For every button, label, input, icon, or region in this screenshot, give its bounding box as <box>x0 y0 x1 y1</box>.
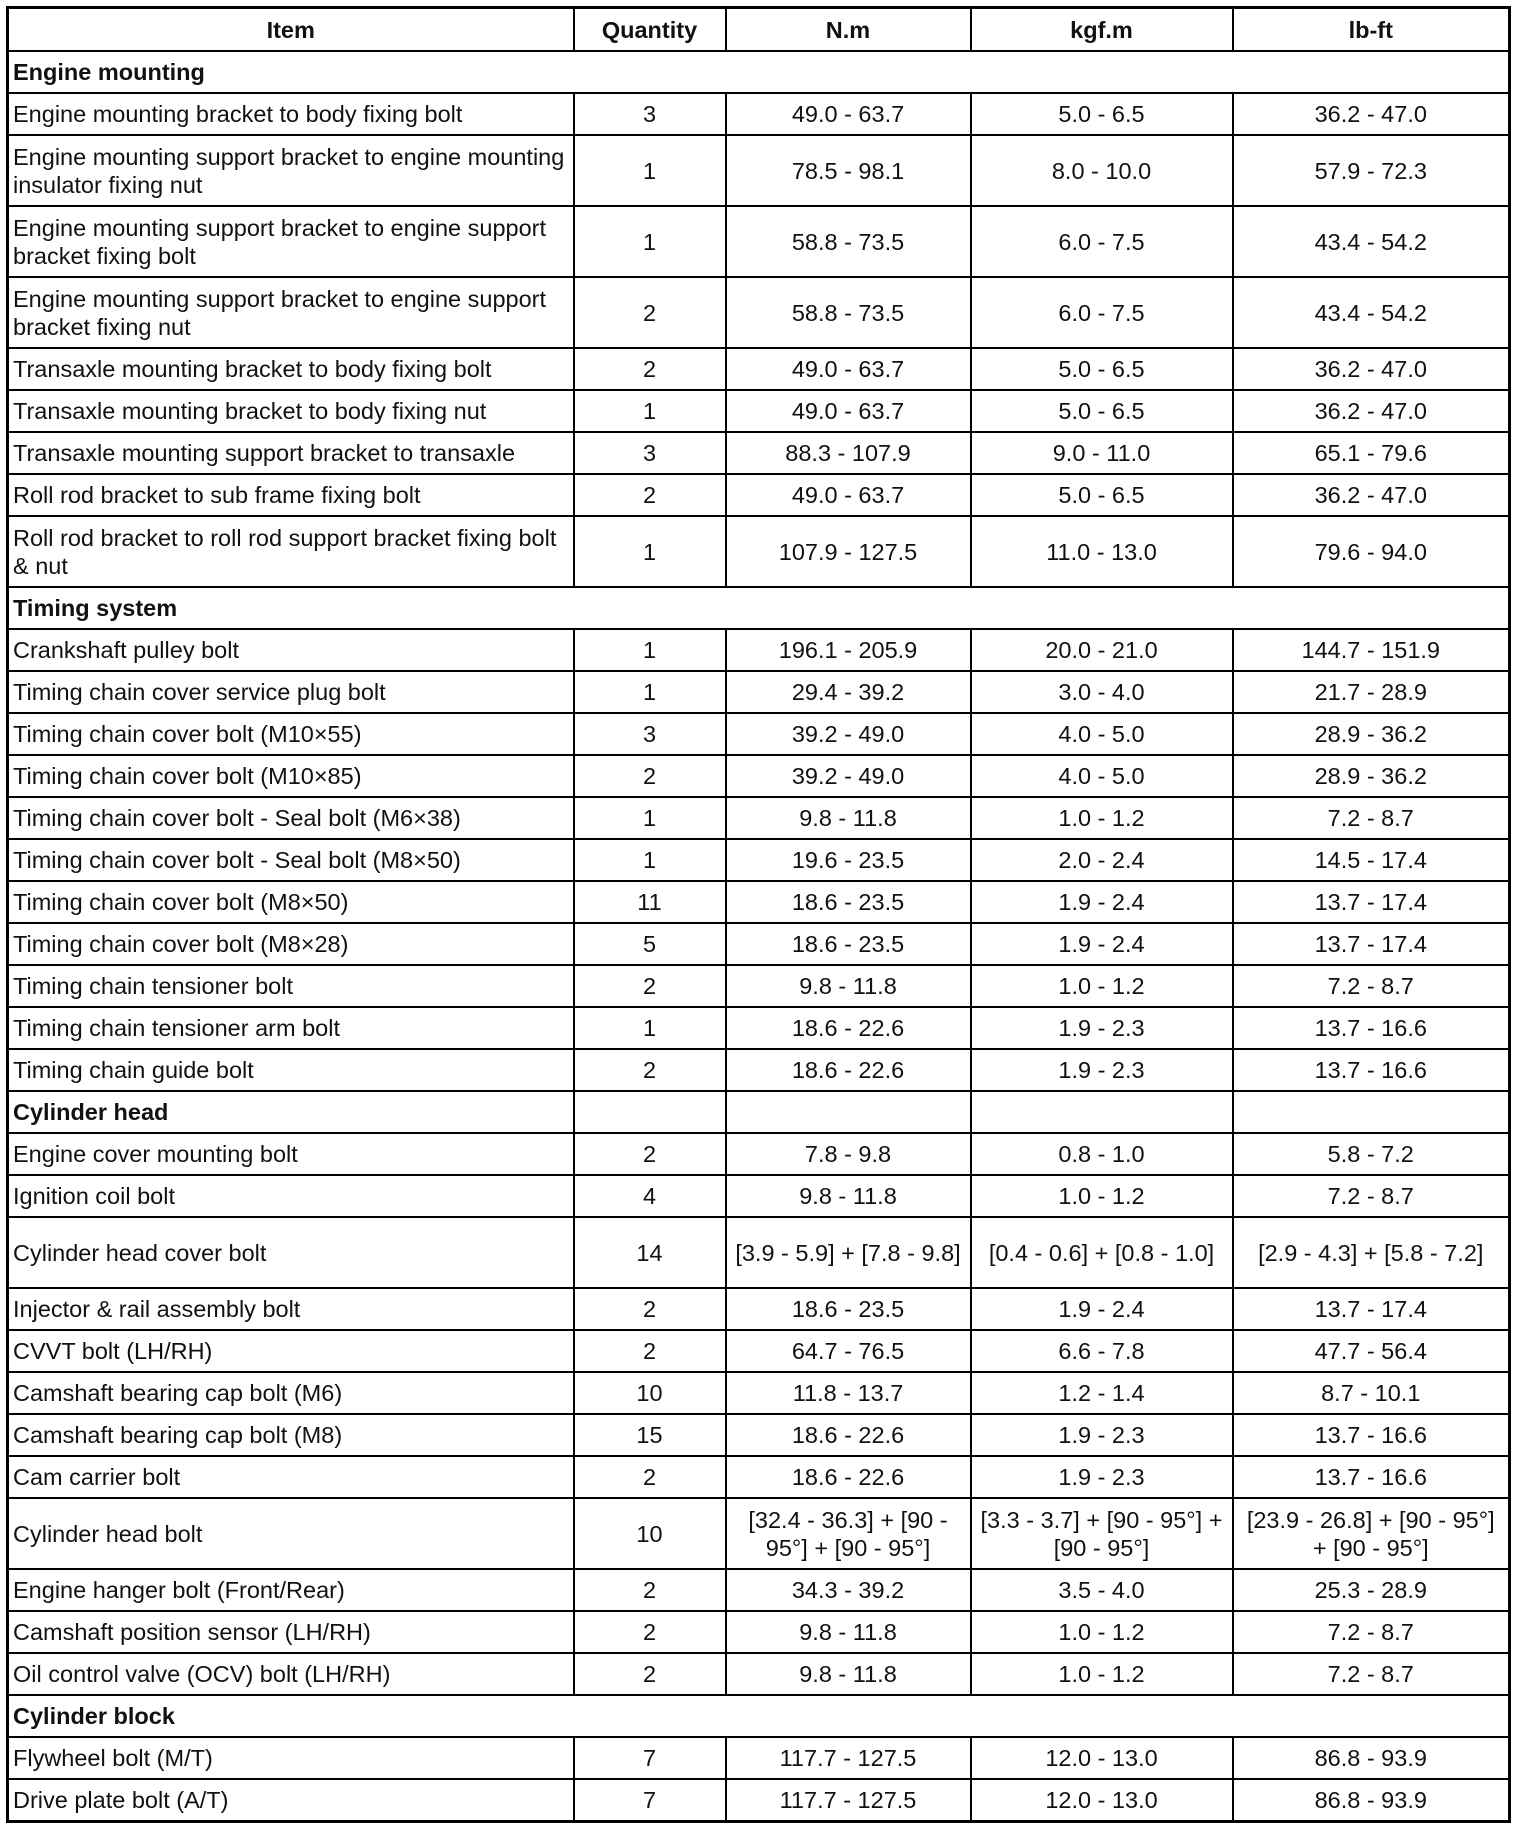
lbft-cell: 13.7 - 17.4 <box>1233 1288 1510 1330</box>
lbft-cell: 13.7 - 16.6 <box>1233 1049 1510 1091</box>
kgfm-cell: 4.0 - 5.0 <box>971 755 1233 797</box>
quantity-cell: 2 <box>574 348 726 390</box>
item-cell: Timing chain guide bolt <box>8 1049 574 1091</box>
lbft-cell: 144.7 - 151.9 <box>1233 629 1510 671</box>
torque-spec-table <box>6 6 1511 1823</box>
lbft-cell: 13.7 - 17.4 <box>1233 923 1510 965</box>
empty-cell <box>971 1091 1233 1133</box>
item-cell: Engine hanger bolt (Front/Rear) <box>8 1569 574 1611</box>
kgfm-cell: 1.9 - 2.3 <box>971 1049 1233 1091</box>
quantity-cell: 7 <box>574 1779 726 1822</box>
lbft-cell: 7.2 - 8.7 <box>1233 965 1510 1007</box>
item-cell: Engine mounting support bracket to engine mounting insulator fixing nut <box>8 135 574 206</box>
table-row <box>8 1330 1510 1372</box>
nm-cell: 9.8 - 11.8 <box>726 1175 971 1217</box>
nm-cell: 39.2 - 49.0 <box>726 755 971 797</box>
nm-cell: 18.6 - 22.6 <box>726 1007 971 1049</box>
kgfm-cell: 0.8 - 1.0 <box>971 1133 1233 1175</box>
kgfm-cell: 1.0 - 1.2 <box>971 797 1233 839</box>
nm-cell: 19.6 - 23.5 <box>726 839 971 881</box>
quantity-cell: 1 <box>574 1007 726 1049</box>
lbft-cell: [2.9 - 4.3] + [5.8 - 7.2] <box>1233 1217 1510 1288</box>
table-row <box>8 713 1510 755</box>
quantity-cell: 2 <box>574 1653 726 1695</box>
section-row <box>8 1091 1510 1133</box>
lbft-cell: 5.8 - 7.2 <box>1233 1133 1510 1175</box>
item-cell: Roll rod bracket to sub frame fixing bolt <box>8 474 574 516</box>
item-cell: Timing chain tensioner bolt <box>8 965 574 1007</box>
quantity-cell: 3 <box>574 432 726 474</box>
table-row <box>8 1737 1510 1779</box>
nm-cell: 11.8 - 13.7 <box>726 1372 971 1414</box>
table-row <box>8 881 1510 923</box>
item-cell: Drive plate bolt (A/T) <box>8 1779 574 1822</box>
nm-cell: 88.3 - 107.9 <box>726 432 971 474</box>
nm-cell: 9.8 - 11.8 <box>726 965 971 1007</box>
section-row <box>8 51 1510 93</box>
kgfm-cell: 11.0 - 13.0 <box>971 516 1233 587</box>
kgfm-cell: 1.9 - 2.4 <box>971 881 1233 923</box>
lbft-cell: [23.9 - 26.8] + [90 - 95°] + [90 - 95°] <box>1233 1498 1510 1569</box>
header-kgfm: kgf.m <box>971 8 1233 52</box>
quantity-cell: 2 <box>574 474 726 516</box>
nm-cell: 18.6 - 22.6 <box>726 1414 971 1456</box>
item-cell: Cylinder head cover bolt <box>8 1217 574 1288</box>
table-row <box>8 93 1510 135</box>
nm-cell: 18.6 - 23.5 <box>726 1288 971 1330</box>
table-row <box>8 1175 1510 1217</box>
lbft-cell: 28.9 - 36.2 <box>1233 713 1510 755</box>
nm-cell: 7.8 - 9.8 <box>726 1133 971 1175</box>
nm-cell: 18.6 - 22.6 <box>726 1049 971 1091</box>
kgfm-cell: [3.3 - 3.7] + [90 - 95°] + [90 - 95°] <box>971 1498 1233 1569</box>
nm-cell: 64.7 - 76.5 <box>726 1330 971 1372</box>
nm-cell: 107.9 - 127.5 <box>726 516 971 587</box>
kgfm-cell: 9.0 - 11.0 <box>971 432 1233 474</box>
table-row <box>8 965 1510 1007</box>
lbft-cell: 13.7 - 16.6 <box>1233 1007 1510 1049</box>
kgfm-cell: 1.2 - 1.4 <box>971 1372 1233 1414</box>
item-cell: Engine mounting support bracket to engine support bracket fixing bolt <box>8 206 574 277</box>
item-cell: Timing chain cover bolt (M8×50) <box>8 881 574 923</box>
quantity-cell: 2 <box>574 1330 726 1372</box>
lbft-cell: 25.3 - 28.9 <box>1233 1569 1510 1611</box>
lbft-cell: 13.7 - 17.4 <box>1233 881 1510 923</box>
lbft-cell: 36.2 - 47.0 <box>1233 348 1510 390</box>
item-cell: Roll rod bracket to roll rod support bracket fixing bolt & nut <box>8 516 574 587</box>
item-cell: Camshaft position sensor (LH/RH) <box>8 1611 574 1653</box>
kgfm-cell: 1.9 - 2.4 <box>971 923 1233 965</box>
kgfm-cell: 8.0 - 10.0 <box>971 135 1233 206</box>
table-row <box>8 206 1510 277</box>
item-cell: Flywheel bolt (M/T) <box>8 1737 574 1779</box>
quantity-cell: 2 <box>574 277 726 348</box>
quantity-cell: 5 <box>574 923 726 965</box>
quantity-cell: 1 <box>574 797 726 839</box>
quantity-cell: 10 <box>574 1372 726 1414</box>
quantity-cell: 2 <box>574 1049 726 1091</box>
nm-cell: 18.6 - 23.5 <box>726 923 971 965</box>
table-row <box>8 277 1510 348</box>
quantity-cell: 10 <box>574 1498 726 1569</box>
quantity-cell: 1 <box>574 839 726 881</box>
quantity-cell: 4 <box>574 1175 726 1217</box>
nm-cell: 196.1 - 205.9 <box>726 629 971 671</box>
table-row <box>8 1049 1510 1091</box>
header-item: Item <box>8 8 574 52</box>
kgfm-cell: 5.0 - 6.5 <box>971 93 1233 135</box>
lbft-cell: 7.2 - 8.7 <box>1233 1611 1510 1653</box>
lbft-cell: 7.2 - 8.7 <box>1233 1653 1510 1695</box>
item-cell: Engine mounting bracket to body fixing bolt <box>8 93 574 135</box>
lbft-cell: 43.4 - 54.2 <box>1233 277 1510 348</box>
quantity-cell: 2 <box>574 755 726 797</box>
table-row <box>8 1217 1510 1288</box>
nm-cell: 78.5 - 98.1 <box>726 135 971 206</box>
quantity-cell: 2 <box>574 965 726 1007</box>
nm-cell: 117.7 - 127.5 <box>726 1737 971 1779</box>
kgfm-cell: 5.0 - 6.5 <box>971 390 1233 432</box>
empty-cell <box>1233 1091 1510 1133</box>
quantity-cell: 14 <box>574 1217 726 1288</box>
item-cell: Cam carrier bolt <box>8 1456 574 1498</box>
item-cell: Timing chain cover service plug bolt <box>8 671 574 713</box>
quantity-cell: 15 <box>574 1414 726 1456</box>
quantity-cell: 1 <box>574 516 726 587</box>
table-row <box>8 516 1510 587</box>
lbft-cell: 65.1 - 79.6 <box>1233 432 1510 474</box>
lbft-cell: 47.7 - 56.4 <box>1233 1330 1510 1372</box>
kgfm-cell: 3.0 - 4.0 <box>971 671 1233 713</box>
nm-cell: [3.9 - 5.9] + [7.8 - 9.8] <box>726 1217 971 1288</box>
empty-cell <box>726 1091 971 1133</box>
nm-cell: 49.0 - 63.7 <box>726 390 971 432</box>
table-row <box>8 1372 1510 1414</box>
item-cell: Crankshaft pulley bolt <box>8 629 574 671</box>
kgfm-cell: 1.0 - 1.2 <box>971 1175 1233 1217</box>
kgfm-cell: 1.0 - 1.2 <box>971 1611 1233 1653</box>
item-cell: Engine cover mounting bolt <box>8 1133 574 1175</box>
header-quantity: Quantity <box>574 8 726 52</box>
item-cell: Timing chain cover bolt - Seal bolt (M8×50) <box>8 839 574 881</box>
quantity-cell: 2 <box>574 1456 726 1498</box>
nm-cell: 58.8 - 73.5 <box>726 206 971 277</box>
item-cell: Injector & rail assembly bolt <box>8 1288 574 1330</box>
kgfm-cell: 1.9 - 2.4 <box>971 1288 1233 1330</box>
section-title: Cylinder head <box>8 1091 574 1133</box>
item-cell: Camshaft bearing cap bolt (M8) <box>8 1414 574 1456</box>
table-row <box>8 755 1510 797</box>
quantity-cell: 11 <box>574 881 726 923</box>
kgfm-cell: 6.0 - 7.5 <box>971 277 1233 348</box>
item-cell: Engine mounting support bracket to engine support bracket fixing nut <box>8 277 574 348</box>
item-cell: CVVT bolt (LH/RH) <box>8 1330 574 1372</box>
lbft-cell: 79.6 - 94.0 <box>1233 516 1510 587</box>
nm-cell: 49.0 - 63.7 <box>726 474 971 516</box>
nm-cell: 49.0 - 63.7 <box>726 93 971 135</box>
kgfm-cell: 1.9 - 2.3 <box>971 1414 1233 1456</box>
section-title: Cylinder block <box>8 1695 1510 1737</box>
item-cell: Timing chain cover bolt (M8×28) <box>8 923 574 965</box>
quantity-cell: 3 <box>574 713 726 755</box>
lbft-cell: 7.2 - 8.7 <box>1233 797 1510 839</box>
kgfm-cell: 20.0 - 21.0 <box>971 629 1233 671</box>
quantity-cell: 2 <box>574 1288 726 1330</box>
table-row <box>8 135 1510 206</box>
quantity-cell: 1 <box>574 390 726 432</box>
kgfm-cell: 12.0 - 13.0 <box>971 1737 1233 1779</box>
lbft-cell: 28.9 - 36.2 <box>1233 755 1510 797</box>
item-cell: Timing chain cover bolt - Seal bolt (M6×38) <box>8 797 574 839</box>
nm-cell: 58.8 - 73.5 <box>726 277 971 348</box>
lbft-cell: 36.2 - 47.0 <box>1233 390 1510 432</box>
header-lbft: lb-ft <box>1233 8 1510 52</box>
table-row <box>8 923 1510 965</box>
section-title: Engine mounting <box>8 51 1510 93</box>
table-row <box>8 1569 1510 1611</box>
quantity-cell: 2 <box>574 1569 726 1611</box>
lbft-cell: 13.7 - 16.6 <box>1233 1414 1510 1456</box>
lbft-cell: 21.7 - 28.9 <box>1233 671 1510 713</box>
table-row <box>8 1498 1510 1569</box>
kgfm-cell: [0.4 - 0.6] + [0.8 - 1.0] <box>971 1217 1233 1288</box>
kgfm-cell: 6.0 - 7.5 <box>971 206 1233 277</box>
nm-cell: 49.0 - 63.7 <box>726 348 971 390</box>
item-cell: Timing chain tensioner arm bolt <box>8 1007 574 1049</box>
lbft-cell: 13.7 - 16.6 <box>1233 1456 1510 1498</box>
table-row <box>8 390 1510 432</box>
section-row <box>8 587 1510 629</box>
nm-cell: 29.4 - 39.2 <box>726 671 971 713</box>
item-cell: Ignition coil bolt <box>8 1175 574 1217</box>
quantity-cell: 2 <box>574 1133 726 1175</box>
table-row <box>8 1653 1510 1695</box>
table-row <box>8 1611 1510 1653</box>
kgfm-cell: 6.6 - 7.8 <box>971 1330 1233 1372</box>
nm-cell: 9.8 - 11.8 <box>726 1611 971 1653</box>
table-row <box>8 1414 1510 1456</box>
quantity-cell: 1 <box>574 629 726 671</box>
quantity-cell: 7 <box>574 1737 726 1779</box>
nm-cell: 34.3 - 39.2 <box>726 1569 971 1611</box>
kgfm-cell: 5.0 - 6.5 <box>971 474 1233 516</box>
lbft-cell: 86.8 - 93.9 <box>1233 1737 1510 1779</box>
item-cell: Camshaft bearing cap bolt (M6) <box>8 1372 574 1414</box>
quantity-cell: 1 <box>574 135 726 206</box>
nm-cell: 117.7 - 127.5 <box>726 1779 971 1822</box>
lbft-cell: 8.7 - 10.1 <box>1233 1372 1510 1414</box>
nm-cell: [32.4 - 36.3] + [90 - 95°] + [90 - 95°] <box>726 1498 971 1569</box>
lbft-cell: 43.4 - 54.2 <box>1233 206 1510 277</box>
kgfm-cell: 5.0 - 6.5 <box>971 348 1233 390</box>
table-row <box>8 1288 1510 1330</box>
table-row <box>8 1007 1510 1049</box>
item-cell: Transaxle mounting bracket to body fixing nut <box>8 390 574 432</box>
quantity-cell: 1 <box>574 206 726 277</box>
item-cell: Timing chain cover bolt (M10×85) <box>8 755 574 797</box>
lbft-cell: 36.2 - 47.0 <box>1233 93 1510 135</box>
kgfm-cell: 12.0 - 13.0 <box>971 1779 1233 1822</box>
empty-cell <box>574 1091 726 1133</box>
kgfm-cell: 2.0 - 2.4 <box>971 839 1233 881</box>
kgfm-cell: 1.0 - 1.2 <box>971 965 1233 1007</box>
table-row <box>8 839 1510 881</box>
section-title: Timing system <box>8 587 1510 629</box>
table-row <box>8 1456 1510 1498</box>
table-row <box>8 1779 1510 1822</box>
table-header-row <box>8 8 1510 52</box>
nm-cell: 9.8 - 11.8 <box>726 1653 971 1695</box>
kgfm-cell: 3.5 - 4.0 <box>971 1569 1233 1611</box>
kgfm-cell: 1.9 - 2.3 <box>971 1007 1233 1049</box>
lbft-cell: 57.9 - 72.3 <box>1233 135 1510 206</box>
item-cell: Transaxle mounting bracket to body fixing bolt <box>8 348 574 390</box>
item-cell: Transaxle mounting support bracket to transaxle <box>8 432 574 474</box>
header-nm: N.m <box>726 8 971 52</box>
lbft-cell: 36.2 - 47.0 <box>1233 474 1510 516</box>
table-body <box>8 51 1510 1822</box>
item-cell: Cylinder head bolt <box>8 1498 574 1569</box>
item-cell: Oil control valve (OCV) bolt (LH/RH) <box>8 1653 574 1695</box>
section-row <box>8 1695 1510 1737</box>
table-row <box>8 348 1510 390</box>
kgfm-cell: 1.9 - 2.3 <box>971 1456 1233 1498</box>
lbft-cell: 7.2 - 8.7 <box>1233 1175 1510 1217</box>
table-row <box>8 432 1510 474</box>
kgfm-cell: 1.0 - 1.2 <box>971 1653 1233 1695</box>
table-row <box>8 671 1510 713</box>
nm-cell: 39.2 - 49.0 <box>726 713 971 755</box>
item-cell: Timing chain cover bolt (M10×55) <box>8 713 574 755</box>
quantity-cell: 1 <box>574 671 726 713</box>
kgfm-cell: 4.0 - 5.0 <box>971 713 1233 755</box>
table-row <box>8 474 1510 516</box>
lbft-cell: 14.5 - 17.4 <box>1233 839 1510 881</box>
nm-cell: 18.6 - 23.5 <box>726 881 971 923</box>
table-row <box>8 797 1510 839</box>
nm-cell: 9.8 - 11.8 <box>726 797 971 839</box>
nm-cell: 18.6 - 22.6 <box>726 1456 971 1498</box>
quantity-cell: 3 <box>574 93 726 135</box>
table-row <box>8 629 1510 671</box>
quantity-cell: 2 <box>574 1611 726 1653</box>
lbft-cell: 86.8 - 93.9 <box>1233 1779 1510 1822</box>
table-row <box>8 1133 1510 1175</box>
